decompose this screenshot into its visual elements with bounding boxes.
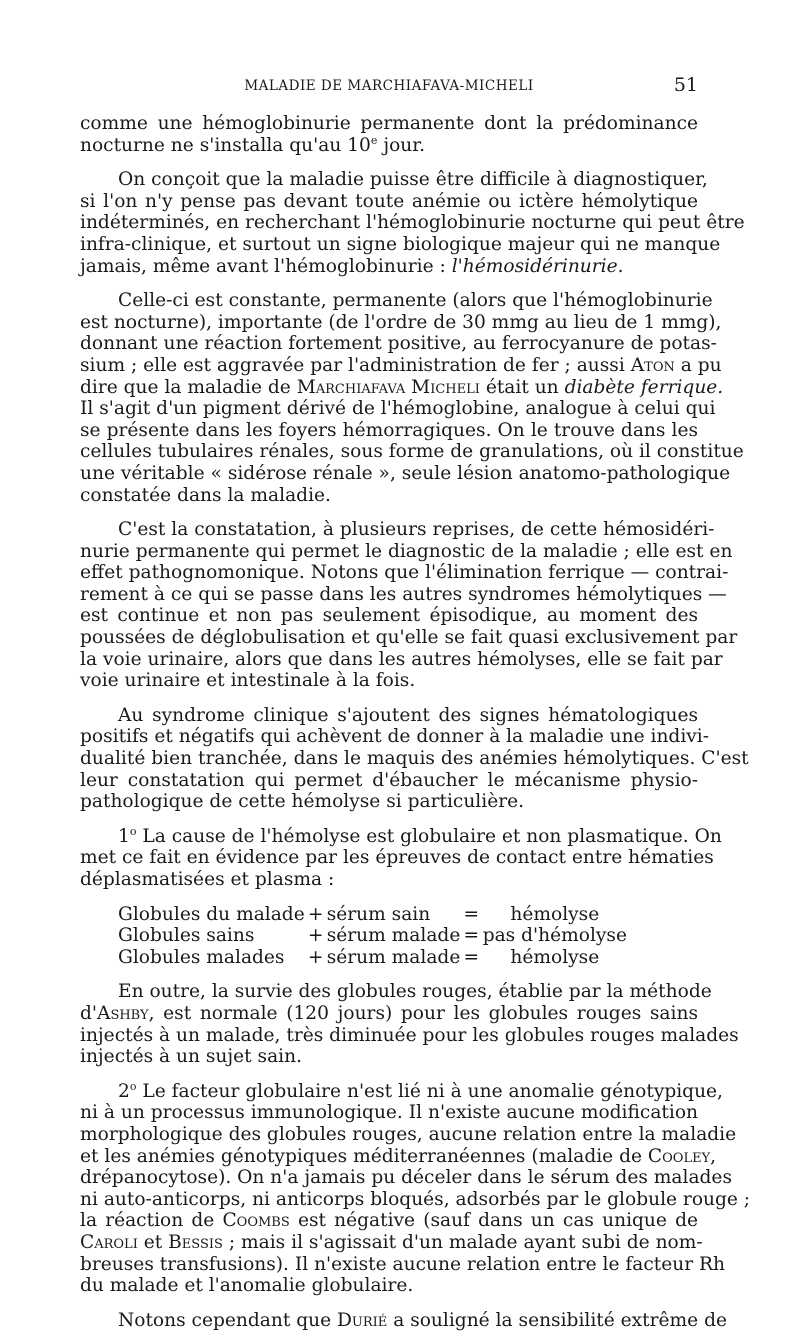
paragraph-8: [80, 1079, 751, 1297]
text-line: d'Ashby, est normale (120 jours) pour les globules rouges sains: [80, 1002, 698, 1024]
text-line: la voie urinaire, alors que dans les autres hémolyses, elle se fait par: [80, 648, 723, 670]
paragraph-4: [80, 519, 738, 692]
equation-right: sérum malade: [326, 946, 461, 968]
page-header: [80, 74, 698, 98]
equals-sign: =: [463, 903, 480, 925]
text-line: et les anémies génotypiques méditerranéennes (maladie de Cooley,: [80, 1145, 717, 1167]
text-line: déplasmatisées et plasma :: [80, 869, 335, 890]
text-line: Il s'agit d'un pigment dérivé de l'hémoglobine, analogue à celui qui: [80, 398, 716, 420]
text-line: injectés à un malade, très diminuée pour les globules rouges malades: [80, 1024, 739, 1046]
paragraph-3: [80, 290, 744, 506]
text-line: dire que la maladie de Marchiafava Micheli était un diabète ferrique.: [80, 376, 724, 398]
equation-row: [118, 904, 627, 926]
paragraph-9: [80, 1309, 727, 1332]
text-line: indéterminés, en recherchant l'hémoglobinurie nocturne qui peut être: [80, 212, 745, 234]
text-line: Celle-ci est constante, permanente (alors que l'hémoglobinurie: [118, 290, 713, 312]
page-number: 51: [673, 74, 698, 96]
hemolysis-equations: [118, 904, 627, 969]
text-line: effet pathognomonique. Notons que l'élimination ferrique — contrai-: [80, 562, 729, 584]
equation-row: [118, 947, 627, 969]
text-line: positifs et négatifs qui achèvent de donner à la maladie une indivi-: [80, 726, 710, 748]
text-line: met ce fait en évidence par les épreuves de contact entre hématies: [80, 847, 714, 869]
text-line: injectés à un sujet sain.: [80, 1046, 303, 1068]
equation-row: [118, 925, 627, 947]
body-text: [80, 113, 751, 1344]
plus-sign: +: [307, 946, 324, 968]
text-line: ni à un processus immunologique. Il n'existe aucune modification: [80, 1102, 698, 1124]
text-line: 2$^o$ Le facteur globulaire n'est lié ni à une anomalie génotypique,: [118, 1079, 723, 1102]
text-line: morphologique des globules rouges, aucune relation entre la maladie: [80, 1123, 737, 1145]
paragraph-5: [80, 704, 749, 813]
text-line: est continue et non pas seulement épisodique, au moment des: [80, 605, 698, 627]
plus-sign: +: [307, 903, 324, 925]
text-line: En outre, la survie des globules rouges, établie par la méthode: [118, 981, 712, 1003]
equation-result: hémolyse: [510, 903, 600, 925]
text-line: Au syndrome clinique s'ajoutent des signes hématologiques: [118, 704, 698, 726]
equation-right: sérum malade: [326, 925, 461, 947]
text-line: la réaction de Coombs est négative (sauf dans un cas unique de: [80, 1210, 698, 1232]
equation-left: Globules sains: [118, 925, 255, 947]
equation-result: hémolyse: [510, 946, 600, 968]
text-line: cellules tubulaires rénales, sous forme de granulations, où il constitue: [80, 441, 744, 463]
equation-left: Globules malades: [118, 946, 285, 968]
equation-result: pas d'hémolyse: [482, 925, 627, 947]
text-line: nurie permanente qui permet le diagnostic de la maladie ; elle est en: [80, 540, 733, 562]
equation-left: Globules du malade: [118, 903, 305, 925]
text-line: poussées de déglobulisation et qu'elle se fait quasi exclusivement par: [80, 627, 738, 649]
text-line: du malade et l'anomalie globulaire.: [80, 1275, 414, 1297]
paragraph-6: [80, 824, 722, 891]
text-line: 1$^o$ La cause de l'hémolyse est globulaire et non plasmatique. On: [118, 824, 722, 847]
text-line: pathologique de cette hémolyse si particulière.: [80, 791, 524, 813]
paragraph-2: [80, 169, 745, 277]
text-line: leur constatation qui permet d'ébaucher le mécanisme physio-: [80, 769, 698, 791]
text-line: se présente dans les foyers hémorragiques. On le trouve dans les: [80, 419, 698, 441]
running-title: MALADIE DE MARCHIAFAVA-MICHELI: [244, 78, 534, 94]
equals-sign: =: [463, 946, 480, 968]
text-line: constatée dans la maladie.: [80, 484, 331, 506]
text-line: rement à ce qui se passe dans les autres syndromes hémolytiques —: [80, 583, 727, 605]
text-line: infra-clinique, et surtout un signe biologique majeur qui ne manque: [80, 233, 721, 255]
text-line: drépanocytose). On n'a jamais pu déceler dans le sérum des malades: [80, 1167, 732, 1189]
paragraph-7: [80, 981, 739, 1068]
plus-sign: +: [307, 925, 324, 947]
text-line: voie urinaire et intestinale à la fois.: [80, 670, 416, 692]
text-line: On conçoit que la maladie puisse être difficile à diagnostiquer,: [118, 169, 708, 191]
text-line: nocturne ne s'installa qu'au 10e jour.: [80, 133, 426, 156]
equation-right: sérum sain: [326, 903, 431, 925]
text-line: Notons cependant que Durié a souligné la sensibilité extrême de: [118, 1309, 727, 1331]
text-line: est nocturne), importante (de l'ordre de 30 mmg au lieu de 1 mmg),: [80, 311, 722, 333]
text-line: si l'on n'y pense pas devant toute anémie ou ictère hémolytique: [80, 190, 698, 212]
text-line: Caroli et Bessis ; mais il s'agissait d'un malade ayant subi de nom-: [80, 1231, 703, 1253]
text-line: donnant une réaction fortement positive, au ferrocyanure de potas-: [80, 333, 717, 355]
text-line: breuses transfusions). Il n'existe aucune relation entre le facteur Rh: [80, 1253, 725, 1275]
equals-sign: =: [463, 925, 480, 947]
text-line: dualité bien tranchée, dans le maquis des anémies hémolytiques. C'est: [80, 748, 749, 770]
text-line: une véritable « sidérose rénale », seule lésion anatomo-pathologique: [80, 462, 731, 484]
paragraph-1: [80, 113, 698, 156]
text-line: ni auto-anticorps, ni anticorps bloqués, adsorbés par le globule rouge ;: [80, 1188, 751, 1210]
text-line: jamais, même avant l'hémoglobinurie : l'hémosidérinurie.: [80, 255, 624, 277]
text-line: C'est la constatation, à plusieurs reprises, de cette hémosidéri-: [118, 519, 715, 541]
text-line: comme une hémoglobinurie permanente dont la prédominance: [80, 113, 698, 134]
text-line: sium ; elle est aggravée par l'administration de fer ; aussi Aton a pu: [80, 354, 722, 376]
